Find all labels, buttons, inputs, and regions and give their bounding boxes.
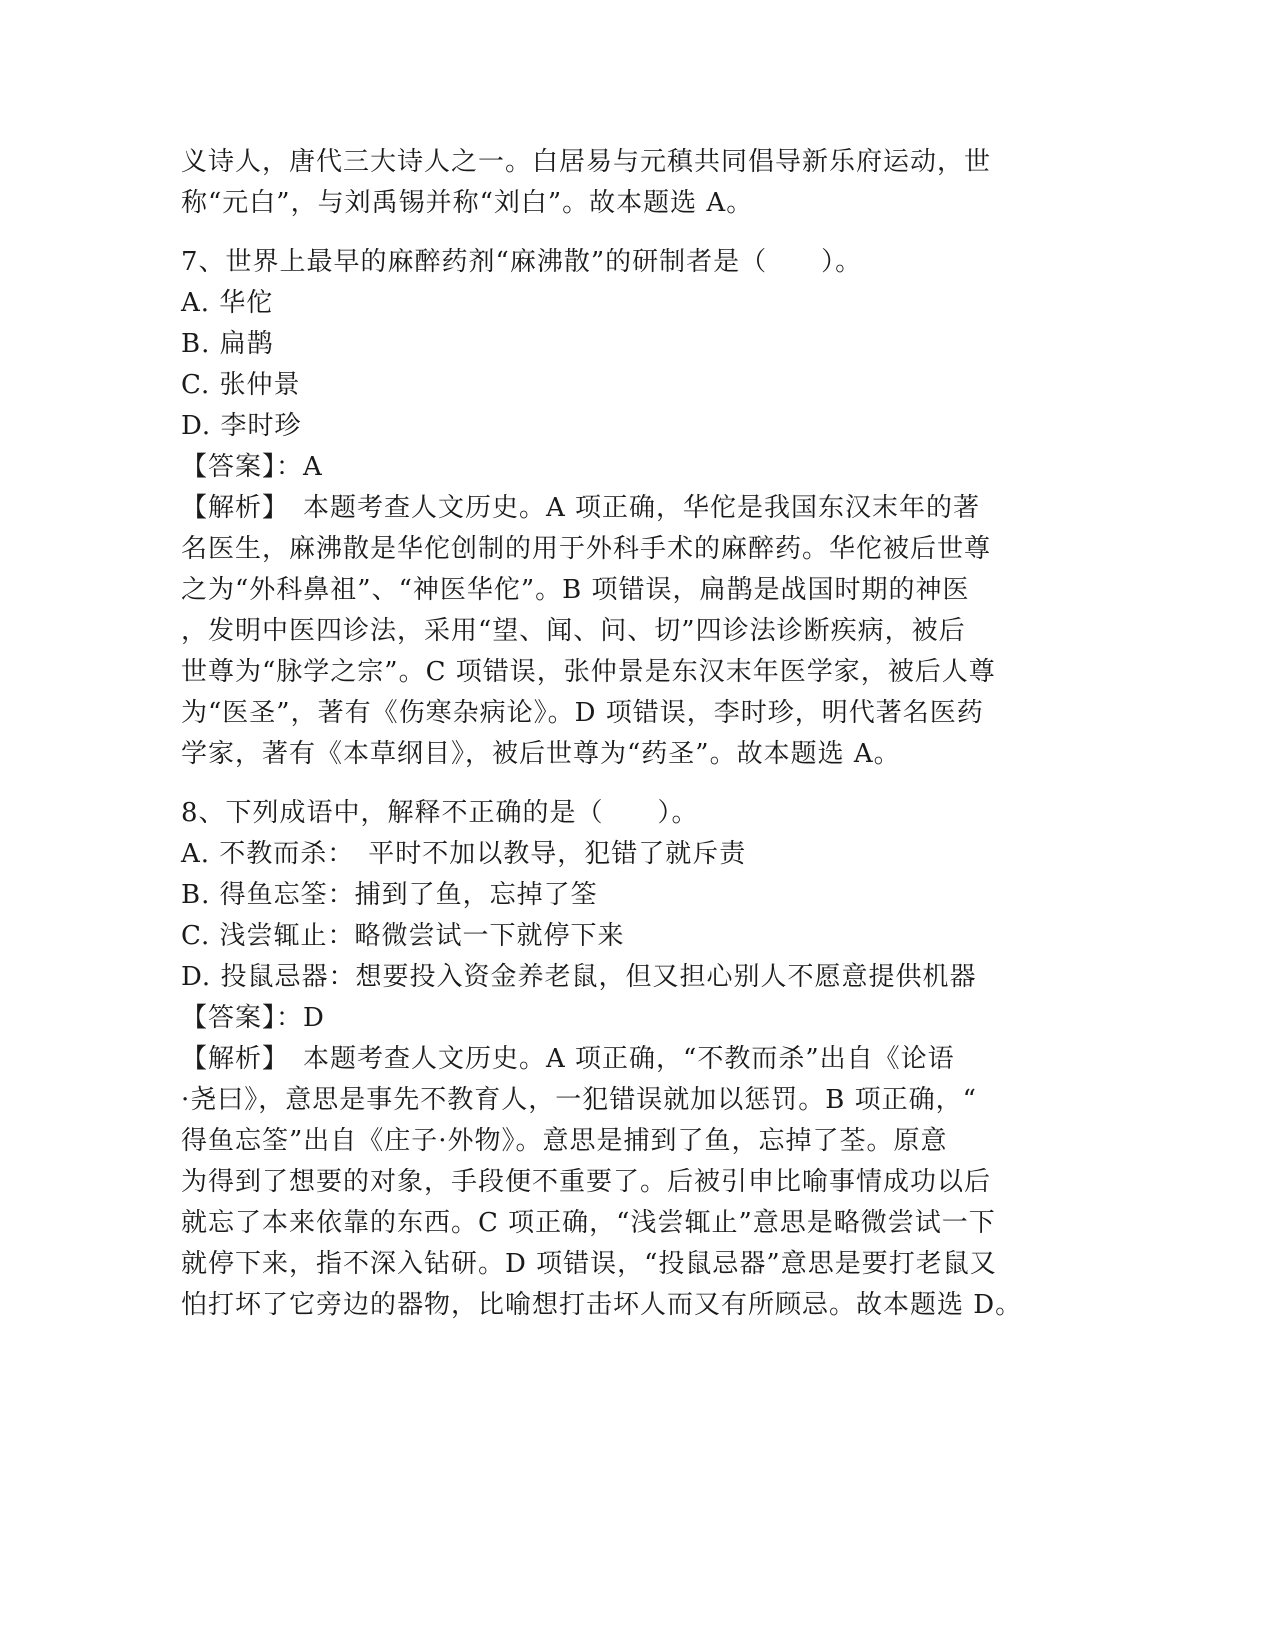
question-title: 7、世界上最早的麻醉药剂“麻沸散”的研制者是（ ）。	[181, 247, 863, 277]
option-b: B. 得鱼忘筌：捕到了鱼，忘掉了筌	[181, 880, 598, 910]
option-d: D. 李时珍	[181, 411, 302, 441]
analysis	[181, 488, 1081, 775]
analysis-line: 世尊为“脉学之宗”。C 项错误，张仲景是东汉末年医学家，被后人尊	[181, 657, 996, 687]
analysis-line: ，发明中医四诊法，采用“望、闻、问、切”四诊法诊断疾病，被后	[181, 616, 966, 646]
analysis-line: 得鱼忘筌”出自《庄子·外物》。意思是捕到了鱼，忘掉了荃。原意	[181, 1126, 948, 1156]
text-line: 称“元白”，与刘禹锡并称“刘白”。故本题选 A。	[181, 188, 754, 218]
analysis-line: 就忘了本来依靠的东西。C 项正确，“浅尝辄止”意思是略微尝试一下	[181, 1208, 996, 1238]
question-8	[181, 793, 1081, 1326]
option-c: C. 浅尝辄止：略微尝试一下就停下来	[181, 921, 625, 951]
answer: 【答案】：D	[181, 1003, 325, 1033]
document-page	[181, 142, 1081, 1326]
answer: 【答案】：A	[181, 452, 323, 482]
analysis-line: 【解析】 本题考查人文历史。A 项正确，华佗是我国东汉末年的著	[181, 493, 981, 523]
option-a: A. 华佗	[181, 288, 274, 318]
analysis-line: ·尧曰》，意思是事先不教育人，一犯错误就加以惩罚。B 项正确，“	[181, 1085, 977, 1115]
analysis-line: 为得到了想要的对象，手段便不重要了。后被引申比喻事情成功以后	[181, 1167, 992, 1197]
analysis-line: 之为“外科鼻祖”、“神医华佗”。B 项错误，扁鹊是战国时期的神医	[181, 575, 970, 605]
question-title: 8、下列成语中，解释不正确的是（ ）。	[181, 798, 699, 828]
analysis-line: 就停下来，指不深入钻研。D 项错误，“投鼠忌器”意思是要打老鼠又	[181, 1249, 997, 1279]
analysis-line: 学家，著有《本草纲目》，被后世尊为“药圣”。故本题选 A。	[181, 739, 901, 769]
option-d: D. 投鼠忌器：想要投入资金养老鼠，但又担心别人不愿意提供机器	[181, 962, 977, 992]
previous-analysis-continuation	[181, 142, 1081, 224]
option-a: A. 不教而杀： 平时不加以教导，犯错了就斥责	[181, 839, 747, 869]
analysis-line: 【解析】 本题考查人文历史。A 项正确，“不教而杀”出自《论语	[181, 1044, 955, 1074]
option-c: C. 张仲景	[181, 370, 301, 400]
analysis-line: 怕打坏了它旁边的器物，比喻想打击坏人而又有所顾忌。故本题选 D。	[181, 1290, 1023, 1320]
question-7	[181, 242, 1081, 775]
option-b: B. 扁鹊	[181, 329, 274, 359]
analysis-line: 名医生，麻沸散是华佗创制的用于外科手术的麻醉药。华佗被后世尊	[181, 534, 992, 564]
analysis-line: 为“医圣”，著有《伤寒杂病论》。D 项错误，李时珍，明代著名医药	[181, 698, 984, 728]
analysis	[181, 1039, 1081, 1326]
text-line: 义诗人，唐代三大诗人之一。白居易与元稹共同倡导新乐府运动，世	[181, 147, 992, 177]
